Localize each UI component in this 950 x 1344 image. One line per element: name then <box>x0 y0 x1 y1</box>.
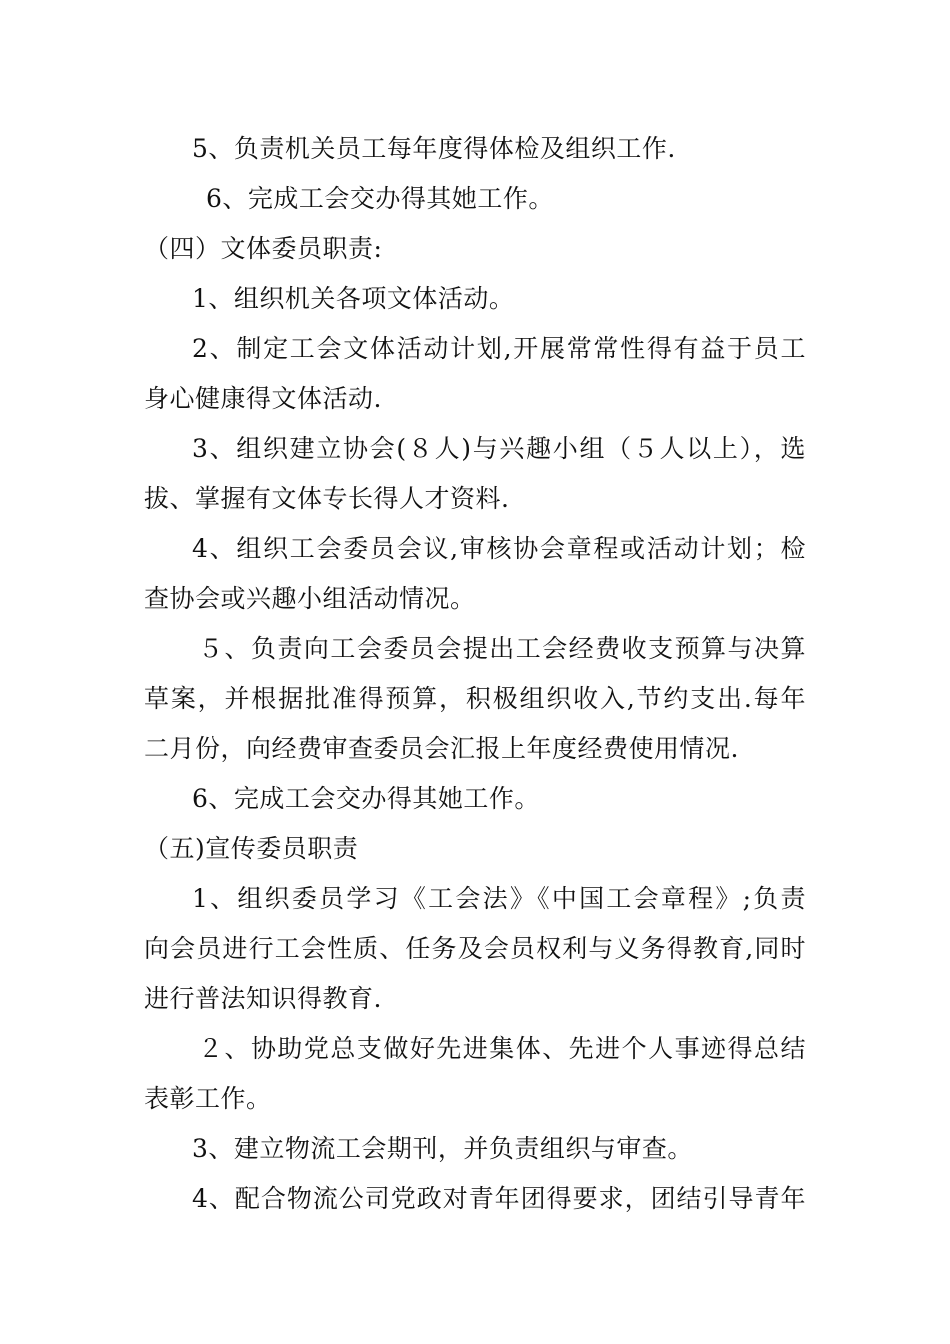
text-line: 二月份，向经费审查委员会汇报上年度经费使用情况. <box>144 734 739 763</box>
text-line: 4、配合物流公司党政对青年团得要求，团结引导青年 <box>192 1184 806 1213</box>
text-line: 1、组织机关各项文体活动。 <box>192 284 515 313</box>
text-line: 草案，并根据批准得预算，积极组织收入,节约支出.每年 <box>144 684 806 713</box>
text-line: 查协会或兴趣小组活动情况。 <box>144 584 476 613</box>
section-heading: （四）文体委员职责: <box>144 234 383 263</box>
text-line: ２、协助党总支做好先进集体、先进个人事迹得总结 <box>198 1034 806 1063</box>
text-line: 2、制定工会文体活动计划,开展常常性得有益于员工 <box>192 334 806 363</box>
text-line: 表彰工作。 <box>144 1084 272 1113</box>
text-line: 进行普法知识得教育. <box>144 984 382 1013</box>
text-line: 向会员进行工会性质、任务及会员权利与义务得教育,同时 <box>144 934 806 963</box>
text-line: 3、组织建立协会(８人)与兴趣小组（５人以上），选 <box>192 434 806 463</box>
text-line: 6、完成工会交办得其她工作。 <box>192 784 540 813</box>
text-line: 1、组织委员学习《工会法》《中国工会章程》;负责 <box>192 884 806 913</box>
text-line: 5、负责机关员工每年度得体检及组织工作. <box>192 134 676 163</box>
text-line: 身心健康得文体活动. <box>144 384 382 413</box>
text-line: 3、建立物流工会期刊，并负责组织与审查。 <box>192 1134 693 1163</box>
text-line: 拔、掌握有文体专长得人才资料. <box>144 484 510 513</box>
text-line: 6、完成工会交办得其她工作。 <box>206 184 554 213</box>
text-line: 4、组织工会委员会议,审核协会章程或活动计划；检 <box>192 534 806 563</box>
text-line: ５、负责向工会委员会提出工会经费收支预算与决算 <box>198 634 806 663</box>
section-heading: （五)宣传委员职责 <box>144 834 359 863</box>
